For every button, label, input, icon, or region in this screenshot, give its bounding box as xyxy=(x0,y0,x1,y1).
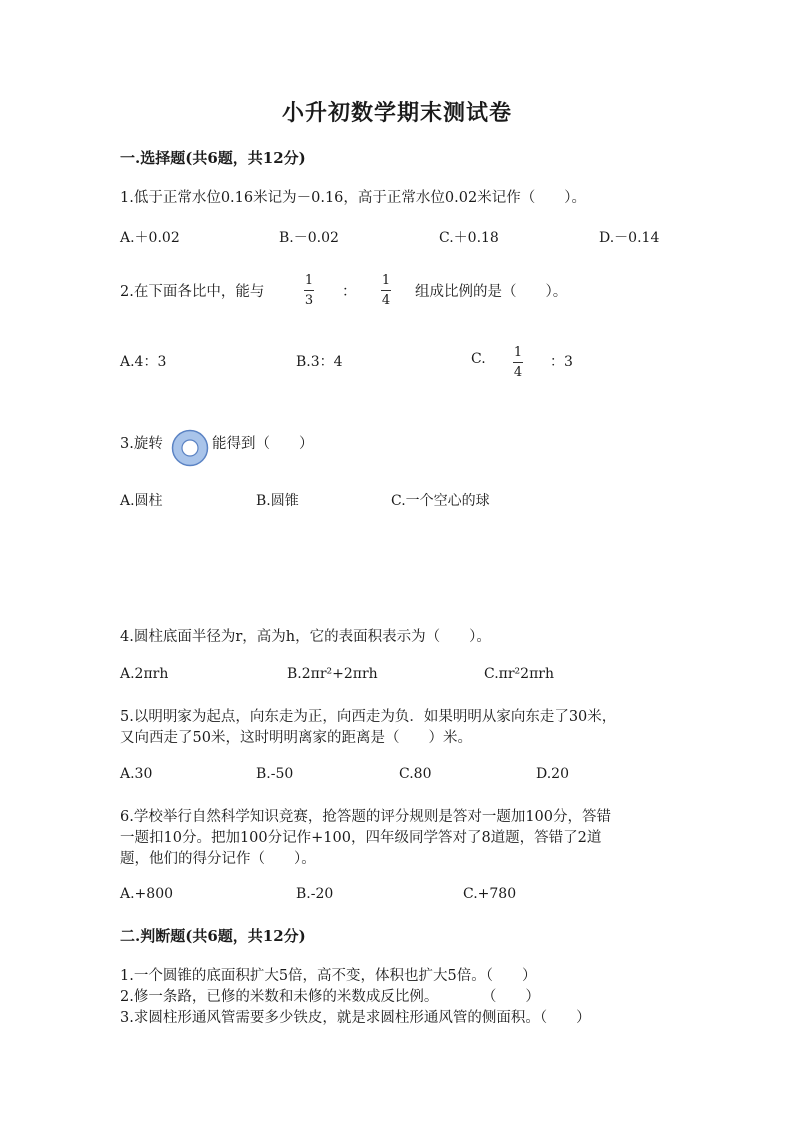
q6-option-c[interactable]: C.+780 xyxy=(463,886,517,902)
fraction-numerator: 1 xyxy=(304,273,314,288)
question-2-suffix: 组成比例的是（ ）。 xyxy=(415,284,568,300)
q2-fraction-2 xyxy=(381,274,391,307)
question-3-prefix: 3.旋转 xyxy=(120,436,163,452)
question-1: 1.低于正常水位0.16米记为－0.16，高于正常水位0.02米记作（ ）。 xyxy=(120,190,586,206)
q2-option-c-fraction xyxy=(513,346,523,379)
question-5-line-1: 5.以明明家为起点，向东走为正，向西走为负．如果明明从家向东走了30米， xyxy=(120,709,617,725)
fraction-bar xyxy=(381,290,391,291)
fraction-numerator: 1 xyxy=(513,345,523,360)
fraction-denominator: 4 xyxy=(381,293,391,308)
question-6-line-3: 题，他们的得分记作（ ）。 xyxy=(120,851,316,867)
question-3-suffix: 能得到（ ） xyxy=(212,436,314,452)
fraction-denominator: 3 xyxy=(304,293,314,308)
section-2-heading: 二.判断题(共6题，共12分) xyxy=(120,927,306,945)
question-5-line-2: 又向西走了50米，这时明明离家的距离是（ ）米。 xyxy=(120,730,472,746)
q2-option-c[interactable]: C. xyxy=(471,351,486,367)
judge-item-2: 2.修一条路，已修的米数和未修的米数成反比例。 （ ） xyxy=(120,989,540,1005)
q1-option-d[interactable]: D.－0.14 xyxy=(599,230,660,246)
fraction-bar xyxy=(513,362,523,363)
q4-option-c[interactable]: C.πr²2πrh xyxy=(484,666,554,682)
q5-option-b[interactable]: B.-50 xyxy=(256,766,294,782)
q1-option-a[interactable]: A.＋0.02 xyxy=(120,230,180,246)
q6-option-b[interactable]: B.-20 xyxy=(296,886,334,902)
q5-option-a[interactable]: A.30 xyxy=(120,766,153,782)
q3-option-c[interactable]: C.一个空心的球 xyxy=(391,493,490,509)
judge-item-3: 3.求圆柱形通风管需要多少铁皮，就是求圆柱形通风管的侧面积。（ ） xyxy=(120,1010,591,1026)
q2-option-b[interactable]: B.3：4 xyxy=(296,354,343,370)
q1-option-c[interactable]: C.＋0.18 xyxy=(439,230,499,246)
q4-option-b[interactable]: B.2πr²+2πrh xyxy=(287,666,378,682)
page-title: 小升初数学期末测试卷 xyxy=(281,100,512,126)
q2-fraction-1 xyxy=(304,274,314,307)
fraction-numerator: 1 xyxy=(381,273,391,288)
fraction-denominator: 4 xyxy=(513,365,523,380)
q4-option-a[interactable]: A.2πrh xyxy=(120,666,169,682)
q2-colon: ： xyxy=(342,284,357,300)
question-6-line-1: 6.学校举行自然科学知识竞赛，抢答题的评分规则是答对一题加100分，答错 xyxy=(120,809,612,825)
q2-option-a[interactable]: A.4：3 xyxy=(120,354,167,370)
q1-option-b[interactable]: B.－0.02 xyxy=(279,230,339,246)
section-1-heading: 一.选择题(共6题，共12分) xyxy=(120,149,306,167)
question-6-line-2: 一题扣10分。把加100分记作+100，四年级同学答对了8道题，答错了2道 xyxy=(120,830,602,846)
q6-option-a[interactable]: A.+800 xyxy=(120,886,174,902)
q3-option-a[interactable]: A.圆柱 xyxy=(120,493,163,509)
q3-option-b[interactable]: B.圆锥 xyxy=(256,493,299,509)
q5-option-d[interactable]: D.20 xyxy=(536,766,569,782)
judge-item-1: 1.一个圆锥的底面积扩大5倍，高不变，体积也扩大5倍。（ ） xyxy=(120,968,537,984)
q5-option-c[interactable]: C.80 xyxy=(399,766,432,782)
question-4: 4.圆柱底面半径为r，高为h，它的表面积表示为（ ）。 xyxy=(120,629,491,645)
question-2-prefix: 2.在下面各比中，能与 xyxy=(120,284,265,300)
q2-option-c-suffix: ：3 xyxy=(550,354,573,370)
ring-figure-icon xyxy=(171,429,209,467)
fraction-bar xyxy=(304,290,314,291)
